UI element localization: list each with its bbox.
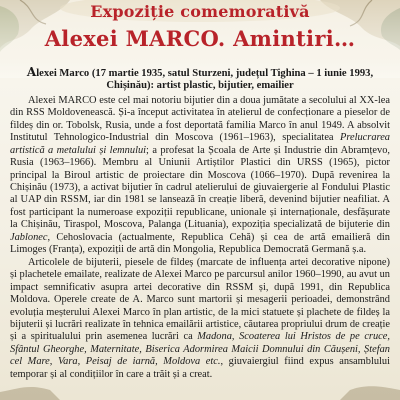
italic-text: Prelucrarea artistică a metalului și lemnului [10,132,390,156]
bio-initial: A [26,65,37,79]
decorative-painting-bottom [0,382,400,400]
content [10,66,390,381]
italic-text: Madona, Scoaterea lui Hristos de pe cruce, Sfântul Gheorghe, Maternitate, Biserica Adormirea Maicii Domnului din Căușeni, Ștefan cel Mare, Vara, Peisaj de iarnă, Moldova etc. [10,331,390,368]
works-paragraph [10,257,390,382]
paragraph-text: ; a profesat la Școala de Arte și Industrie din Abramțevo, Rusia (1963–1966). Membru al Uniunii Artiștilor Plastici din URSS (1965), pictor principal la Biroul artistic de proiectare din Moscova (1066–1970). După revenirea la Chișinău (1973), a activat bijutier în cadrul atelierului de giuvaiergerie al Fondului Plastic al UAP din RSSM, iar din 1981 se lansează în creație liberă, devenind bijutier neafiliat. A fost participant la numeroase expoziții republicane, unionale și internaționale, desfășurate la Chișinău, Tiraspol, Moscova, Palanga (Lituania), expoziția specializată de bijuterie din [10,144,390,231]
biography-paragraph [10,95,390,257]
bio-text: lexei Marco (17 martie 1935, satul Sturzeni, județul Tighina – 1 iunie 1993, Chișinău): artist plastic, bijutier, emailier [36,68,374,92]
paragraph-text: Articolele de bijuterii, piesele de fildeș (marcate de influența artei decorative nipone) și plachetele emailate, realizate de Alexei Marco pe parcursul anilor 1960–1990, au avut un impact semnificativ asupra artei decorative din RSSM și, după 1991, din Republica Moldova. Operele create de A. Marco sunt martorii și mesagerii perioadei, demonstrând evoluția meșterului Alexei Marco în plan artistic, de la mici statuete și plachete de fildeș la bijuterii și lucrări realizate în tehnica emailării artistice, căutarea propriului drum de creație și a spiritualului prin asemenea lucrări ca [10,256,390,343]
exhibition-title: Alexei MARCO. Amintiri… [44,26,356,51]
paragraph-text: , Cehoslovacia (actualmente, Republica Cehă) și cea de artă emailieră din Limoges (Franța), expoziții de artă din Mongolia, Republica Democrată Germană ș.a. [10,231,390,256]
header [0,2,400,53]
exhibition-subtitle: Expoziție comemorativă [90,2,310,21]
artist-bio-line [16,66,384,93]
italic-text: Jablonec [10,231,48,243]
paragraph-text: Alexei MARCO este cel mai notoriu bijutier din a doua jumătate a secolului al XX-lea din RSS Moldovenească. Și-a început activitatea în atelierul de confecționare a pieselor de fildeș din or. Tobolsk, Rusia, unde a fost deportată familia Marco în anul 1949. A absolvit Institutul Tehnologico-Industrial din Moscova (1961–1963), specialitatea [10,94,390,144]
paragraph-text: , giuvaiergiul fiind expus ansamblului temporar și al condițiilor în care a trăit și a creat. [10,356,391,380]
